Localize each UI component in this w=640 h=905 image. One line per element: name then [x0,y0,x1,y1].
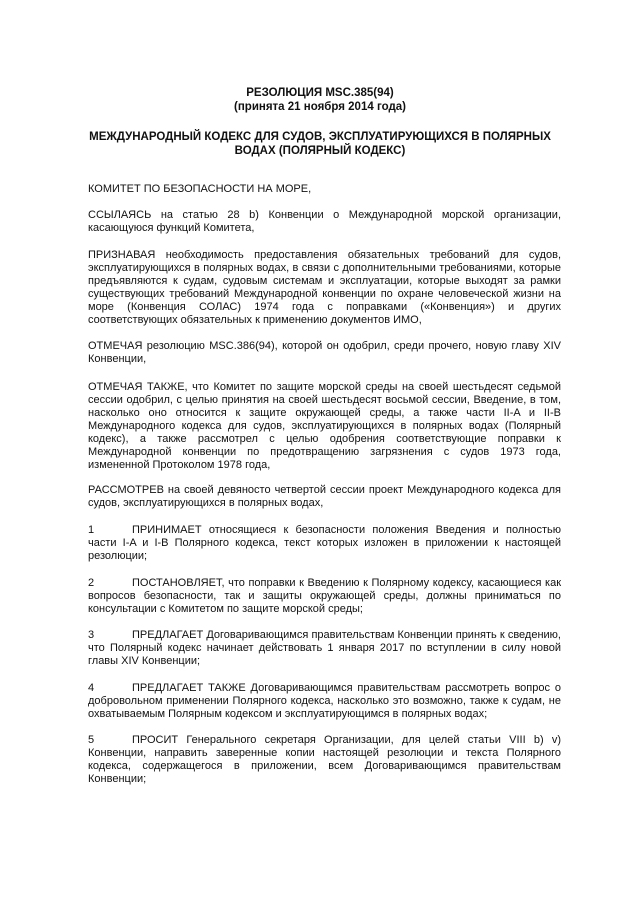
preamble-lead: ОТМЕЧАЯ [88,340,143,352]
operative-paragraph [88,524,561,563]
operative-paragraph [88,734,561,786]
preamble-paragraph [88,381,561,472]
paragraph-number: 3 [88,629,95,641]
preamble-lead: ПРИЗНАВАЯ [88,249,156,261]
operative-lead: ПОСТАНОВЛЯЕТ [132,577,222,589]
operative-lead: ПРОСИТ [132,734,179,746]
operative-lead: ПРЕДЛАГАЕТ [132,629,204,641]
paragraph-number: 1 [88,524,95,536]
preamble-text: резолюцию MSC.386(94), которой он одобрил, среди прочего, новую главу XIV Конвенции, [88,340,561,365]
paragraph-number: 5 [88,734,95,746]
operative-text: относящиеся к безопасности положения Введения и полностью части I-A и I-B Полярного кодекса, текст которых изложен в приложении к настоящей резолюции; [88,524,561,562]
operative-lead: ПРЕДЛАГАЕТ ТАКЖЕ [132,682,246,694]
preamble-text: на своей девяносто четвертой сессии проект Международного кодекса для судов, эксплуатирующихся в полярных водах, [88,484,561,509]
resolution-number: РЕЗОЛЮЦИЯ MSC.385(94) [246,87,394,99]
paragraph-number: 4 [88,682,95,694]
code-title-line2: ВОДАХ (ПОЛЯРНЫЙ КОДЕКС) [234,145,406,157]
operative-text: Договаривающимся правительствам Конвенции принять к сведению, что Полярный кодекс начинает действовать 1 января 2017 по вступлении в силу новой главы XIV Конвенции; [88,629,561,667]
paragraph-number: 2 [88,577,95,589]
operative-paragraph [88,577,561,616]
preamble-lead: РАССМОТРЕВ [88,484,164,496]
preamble-paragraph [88,249,561,327]
operative-paragraph [88,629,561,668]
preamble-paragraph [88,209,561,235]
operative-lead: ПРИНИМАЕТ [132,524,202,536]
resolution-title [60,86,580,114]
preamble-paragraph [88,484,561,510]
adoption-date: (принята 21 ноября 2014 года) [234,101,406,113]
preamble-text: на статью 28 b) Конвенции о Международной морской организации, касающуюся функций Комитета, [88,209,561,234]
operative-text: Генерального секретаря Организации, для целей статьи VIII b) v) Конвенции, направить заверенные копии настоящей резолюции и текста Полярного кодекса, содержащегося в приложении, всем Договаривающимся правительствам Конвенции; [88,734,561,785]
operative-text: , что поправки к Введению к Полярному кодексу, касающиеся как вопросов безопасности, так и защиты окружающей среды, должны приниматься по консультации с Комитетом по защите морской среды; [88,577,561,615]
operative-paragraph [88,682,561,721]
preamble-lead: ОТМЕЧАЯ ТАКЖЕ [88,381,185,393]
preamble-paragraph [88,340,561,366]
code-title-line1: МЕЖДУНАРОДНЫЙ КОДЕКС ДЛЯ СУДОВ, ЭКСПЛУАТИРУЮЩИХСЯ В ПОЛЯРНЫХ [89,131,551,143]
committee-heading: КОМИТЕТ ПО БЕЗОПАСНОСТИ НА МОРЕ, [88,183,312,195]
preamble-text: необходимость предоставления обязательных требований для судов, эксплуатирующихся в полярных водах, в связи с дополнительными требованиями, которые предъявляются к судам, судовым системам и эксплуатации, которые выходят за рамки существующих требований Международной конвенции по охране человеческой жизни на море (Конвенция СОЛАС) 1974 года с поправками («Конвенция») и других соответствующих обязательных к применению документов ИМО, [88,249,561,326]
operative-text: Договаривающимся правительствам рассмотреть вопрос о добровольном применении Полярного кодекса, насколько это возможно, также к судам, не охватываемым Полярным кодексом и эксплуатирующимся в полярных водах; [88,682,561,720]
preamble-lead: ССЫЛАЯСЬ [88,209,152,221]
preamble-text: , что Комитет по защите морской среды на своей шестьдесят седьмой сессии одобрил, с целью принятия на своей шестьдесят восьмой сессии, Введение, в том, насколько оно относится к защите окружающей среды, а также части II-A и II-B Международного кодекса для судов, эксплуатирующихся в полярных водах (Полярный кодекс), а также рассмотрел с целью одобрения соответствующие поправки к Международной конвенции по предотвращению загрязнения с судов 1973 года, измененной Протоколом 1978 года, [88,381,561,471]
code-title [60,130,580,158]
